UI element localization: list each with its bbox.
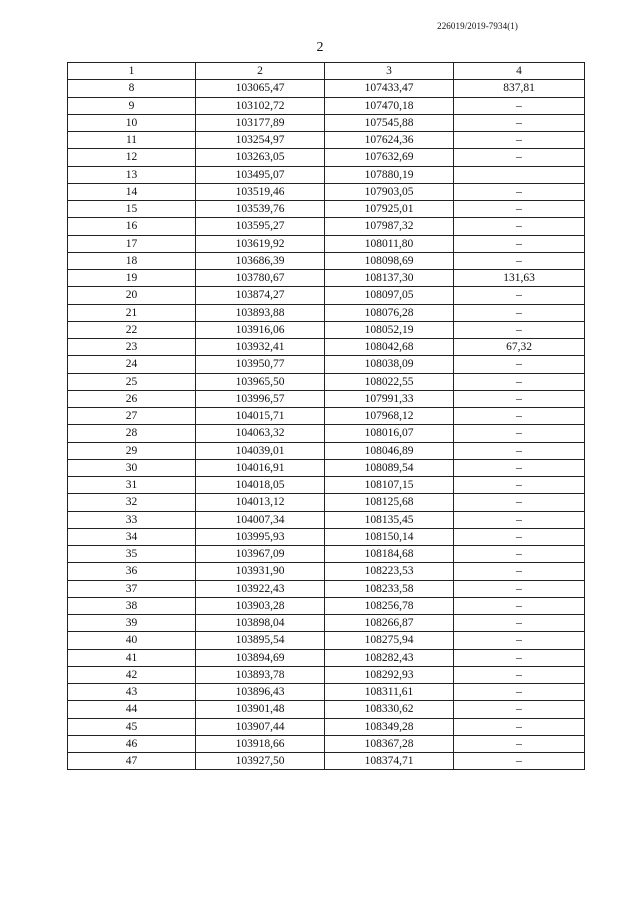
table-row [68,408,585,425]
point-number-cell: 44 [68,701,196,718]
coord-y-cell: 108367,28 [325,735,454,752]
point-number-cell: 36 [68,563,196,580]
point-number-cell: 26 [68,390,196,407]
coord-y-cell: 108266,87 [325,615,454,632]
point-number-cell: 34 [68,528,196,545]
point-number-cell: 28 [68,425,196,442]
table-row [68,459,585,476]
value-cell: – [454,425,585,442]
value-cell: 67,32 [454,339,585,356]
coord-x-cell: 103495,07 [196,166,325,183]
table-row [68,649,585,666]
point-number-cell: 20 [68,287,196,304]
coord-y-cell: 108374,71 [325,753,454,770]
table-row [68,321,585,338]
column-header-4: 4 [454,63,585,80]
table-row [68,97,585,114]
coord-x-cell: 103950,77 [196,356,325,373]
value-cell: – [454,477,585,494]
value-cell: – [454,132,585,149]
value-cell: – [454,459,585,476]
table-row [68,615,585,632]
point-number-cell: 31 [68,477,196,494]
coord-x-cell: 104016,91 [196,459,325,476]
point-number-cell: 21 [68,304,196,321]
coord-x-cell: 103619,92 [196,235,325,252]
point-number-cell: 15 [68,201,196,218]
coord-x-cell: 103177,89 [196,114,325,131]
point-number-cell: 23 [68,339,196,356]
coord-y-cell: 108046,89 [325,442,454,459]
coord-y-cell: 108098,69 [325,252,454,269]
value-cell: – [454,149,585,166]
coord-y-cell: 108135,45 [325,511,454,528]
value-cell: – [454,442,585,459]
point-number-cell: 45 [68,718,196,735]
coord-x-cell: 103931,90 [196,563,325,580]
point-number-cell: 9 [68,97,196,114]
coord-x-cell: 103901,48 [196,701,325,718]
coord-x-cell: 103519,46 [196,183,325,200]
coord-x-cell: 103927,50 [196,753,325,770]
page-number: 2 [316,40,324,55]
table-row [68,477,585,494]
value-cell: – [454,252,585,269]
value-cell: – [454,390,585,407]
coord-y-cell: 108052,19 [325,321,454,338]
value-cell: – [454,97,585,114]
coord-x-cell: 103894,69 [196,649,325,666]
coord-y-cell: 107968,12 [325,408,454,425]
coord-y-cell: 107991,33 [325,390,454,407]
coord-x-cell: 104015,71 [196,408,325,425]
value-cell: – [454,735,585,752]
point-number-cell: 11 [68,132,196,149]
coord-y-cell: 108089,54 [325,459,454,476]
table-row [68,666,585,683]
value-cell: – [454,511,585,528]
coord-y-cell: 107632,69 [325,149,454,166]
value-cell: – [454,718,585,735]
coord-y-cell: 108125,68 [325,494,454,511]
table-row [68,528,585,545]
coord-x-cell: 103916,06 [196,321,325,338]
column-header-1: 1 [68,63,196,80]
coord-y-cell: 108042,68 [325,339,454,356]
point-number-cell: 24 [68,356,196,373]
point-number-cell: 8 [68,80,196,97]
point-number-cell: 42 [68,666,196,683]
coord-y-cell: 108076,28 [325,304,454,321]
value-cell: – [454,753,585,770]
coord-y-cell: 107470,18 [325,97,454,114]
point-number-cell: 37 [68,580,196,597]
point-number-cell: 29 [68,442,196,459]
point-number-cell: 25 [68,373,196,390]
table-row [68,597,585,614]
point-number-cell: 17 [68,235,196,252]
coord-y-cell: 108107,15 [325,477,454,494]
value-cell: 837,81 [454,80,585,97]
coord-x-cell: 103898,04 [196,615,325,632]
table-row [68,442,585,459]
value-cell: – [454,632,585,649]
column-header-3: 3 [325,63,454,80]
table-row [68,511,585,528]
coord-y-cell: 107433,47 [325,80,454,97]
coord-x-cell: 103895,54 [196,632,325,649]
table-row [68,753,585,770]
coord-x-cell: 103907,44 [196,718,325,735]
table-row [68,632,585,649]
value-cell: – [454,563,585,580]
table-row [68,183,585,200]
table-row [68,252,585,269]
coord-y-cell: 107903,05 [325,183,454,200]
coord-y-cell: 108233,58 [325,580,454,597]
value-cell: – [454,287,585,304]
point-number-cell: 27 [68,408,196,425]
table-row [68,80,585,97]
point-number-cell: 12 [68,149,196,166]
value-cell: – [454,183,585,200]
table-header-row [68,63,585,80]
coord-x-cell: 104007,34 [196,511,325,528]
table-row [68,166,585,183]
table-row [68,563,585,580]
coord-y-cell: 107987,32 [325,218,454,235]
table-row [68,132,585,149]
coord-x-cell: 103893,88 [196,304,325,321]
point-number-cell: 18 [68,252,196,269]
coord-x-cell: 103539,76 [196,201,325,218]
value-cell: – [454,235,585,252]
column-header-2: 2 [196,63,325,80]
value-cell: – [454,701,585,718]
coord-x-cell: 103922,43 [196,580,325,597]
value-cell: – [454,597,585,614]
table-row [68,701,585,718]
coord-y-cell: 108016,07 [325,425,454,442]
coord-y-cell: 108349,28 [325,718,454,735]
coord-x-cell: 103893,78 [196,666,325,683]
coord-x-cell: 103967,09 [196,546,325,563]
point-number-cell: 47 [68,753,196,770]
point-number-cell: 22 [68,321,196,338]
coord-x-cell: 103780,67 [196,270,325,287]
table-row [68,201,585,218]
coord-x-cell: 104013,12 [196,494,325,511]
coord-x-cell: 103102,72 [196,97,325,114]
coord-x-cell: 103995,93 [196,528,325,545]
coord-x-cell: 103965,50 [196,373,325,390]
point-number-cell: 32 [68,494,196,511]
value-cell: – [454,494,585,511]
value-cell: – [454,218,585,235]
table-row [68,235,585,252]
point-number-cell: 35 [68,546,196,563]
point-number-cell: 19 [68,270,196,287]
point-number-cell: 43 [68,684,196,701]
coord-x-cell: 103918,66 [196,735,325,752]
table-row [68,304,585,321]
point-number-cell: 41 [68,649,196,666]
value-cell: – [454,528,585,545]
coord-y-cell: 108292,93 [325,666,454,683]
coord-y-cell: 107880,19 [325,166,454,183]
coord-y-cell: 108256,78 [325,597,454,614]
coord-y-cell: 107925,01 [325,201,454,218]
value-cell: – [454,201,585,218]
coord-x-cell: 103896,43 [196,684,325,701]
point-number-cell: 10 [68,114,196,131]
value-cell: – [454,304,585,321]
table-row [68,735,585,752]
coord-y-cell: 108330,62 [325,701,454,718]
table-row [68,287,585,304]
point-number-cell: 40 [68,632,196,649]
value-cell: – [454,649,585,666]
coord-x-cell: 103996,57 [196,390,325,407]
coord-x-cell: 103932,41 [196,339,325,356]
table-row [68,270,585,287]
coord-y-cell: 108022,55 [325,373,454,390]
coord-y-cell: 107624,36 [325,132,454,149]
coord-y-cell: 108311,61 [325,684,454,701]
table-row [68,356,585,373]
coord-x-cell: 104018,05 [196,477,325,494]
table-row [68,494,585,511]
value-cell: – [454,684,585,701]
table-body [68,80,585,770]
point-number-cell: 13 [68,166,196,183]
table-row [68,718,585,735]
coord-x-cell: 103065,47 [196,80,325,97]
point-number-cell: 39 [68,615,196,632]
table-row [68,218,585,235]
value-cell: – [454,408,585,425]
coord-x-cell: 104063,32 [196,425,325,442]
value-cell: – [454,373,585,390]
value-cell: – [454,321,585,338]
coord-y-cell: 108275,94 [325,632,454,649]
value-cell [454,166,585,183]
coord-x-cell: 103874,27 [196,287,325,304]
coord-y-cell: 108282,43 [325,649,454,666]
value-cell: – [454,356,585,373]
point-number-cell: 30 [68,459,196,476]
point-number-cell: 38 [68,597,196,614]
coord-y-cell: 108184,68 [325,546,454,563]
coord-x-cell: 104039,01 [196,442,325,459]
value-cell: – [454,580,585,597]
table-row [68,546,585,563]
document-id: 226019/2019-7934(1) [437,21,518,31]
table-row [68,580,585,597]
coord-y-cell: 108097,05 [325,287,454,304]
value-cell: 131,63 [454,270,585,287]
table-row [68,114,585,131]
point-number-cell: 16 [68,218,196,235]
coord-x-cell: 103903,28 [196,597,325,614]
coord-x-cell: 103263,05 [196,149,325,166]
coord-y-cell: 108150,14 [325,528,454,545]
coord-y-cell: 108038,09 [325,356,454,373]
coord-x-cell: 103595,27 [196,218,325,235]
table-row [68,339,585,356]
value-cell: – [454,615,585,632]
coord-x-cell: 103686,39 [196,252,325,269]
value-cell: – [454,666,585,683]
table-row [68,390,585,407]
coord-y-cell: 108137,30 [325,270,454,287]
value-cell: – [454,114,585,131]
coordinates-table [67,62,585,770]
coord-y-cell: 107545,88 [325,114,454,131]
table-row [68,373,585,390]
value-cell: – [454,546,585,563]
point-number-cell: 46 [68,735,196,752]
table-row [68,425,585,442]
coord-x-cell: 103254,97 [196,132,325,149]
table-row [68,149,585,166]
point-number-cell: 14 [68,183,196,200]
coord-y-cell: 108223,53 [325,563,454,580]
coord-y-cell: 108011,80 [325,235,454,252]
table-row [68,684,585,701]
point-number-cell: 33 [68,511,196,528]
